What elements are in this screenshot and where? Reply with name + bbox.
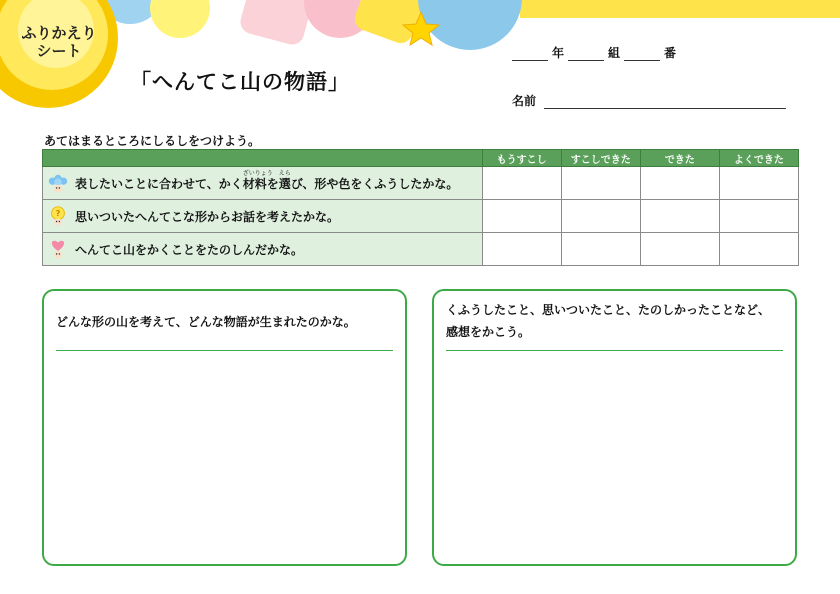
year-label: 年 xyxy=(552,46,565,60)
class-info-row xyxy=(512,44,680,61)
question-cell xyxy=(43,200,483,233)
question-text: 表したいことに合わせて、かく ざいりょう 材料を えら 選び、形や色をくふうしたかな。 xyxy=(75,169,459,191)
year-blank[interactable] xyxy=(512,48,548,61)
number-blank[interactable] xyxy=(624,48,660,61)
check-cell[interactable] xyxy=(719,233,798,266)
question-cell xyxy=(43,167,483,200)
story-prompt: どんな形の山を考えて、どんな物語が生まれたのかな。 xyxy=(56,315,356,329)
story-writing-box[interactable] xyxy=(42,289,407,566)
table-header-blank xyxy=(43,150,483,167)
blue-flower-character-icon xyxy=(47,172,69,194)
check-cell[interactable] xyxy=(640,233,719,266)
number-label: 番 xyxy=(664,46,677,60)
instruction-text: あてはまるところにしるしをつけよう。 xyxy=(44,134,261,148)
yellow-lightbulb-character-icon xyxy=(47,205,69,227)
check-cell[interactable] xyxy=(561,200,640,233)
yellow-bubble-shape xyxy=(150,0,210,38)
group-blank[interactable] xyxy=(568,48,604,61)
self-evaluation-table xyxy=(42,149,799,266)
table-header-row xyxy=(43,150,799,167)
question-text: 思いついたへんてこな形からお話を考えたかな。 xyxy=(75,209,340,224)
check-cell[interactable] xyxy=(561,233,640,266)
name-row xyxy=(512,92,786,109)
check-cell[interactable] xyxy=(719,167,798,200)
svg-text:?: ? xyxy=(55,208,61,218)
check-cell[interactable] xyxy=(640,167,719,200)
prompt-underline xyxy=(446,350,783,351)
check-cell[interactable] xyxy=(482,200,561,233)
column-header: すこしできた xyxy=(561,150,640,167)
column-header: もうすこし xyxy=(482,150,561,167)
sheet-badge xyxy=(14,24,104,60)
impression-writing-box[interactable] xyxy=(432,289,797,566)
ruby-word: えら 選 xyxy=(278,169,291,191)
page-title: 「へんてこ山の物語」 xyxy=(130,70,350,94)
name-blank[interactable] xyxy=(544,96,786,109)
prompt-underline xyxy=(56,350,393,351)
badge-line-2: シート xyxy=(36,42,82,60)
check-cell[interactable] xyxy=(561,167,640,200)
table-row xyxy=(43,233,799,266)
check-cell[interactable] xyxy=(482,167,561,200)
ruby-word: ざいりょう 材料 xyxy=(242,169,273,191)
name-label: 名前 xyxy=(512,94,537,108)
group-label: 組 xyxy=(608,46,621,60)
column-header: できた xyxy=(640,150,719,167)
top-yellow-band xyxy=(520,0,840,18)
question-text: へんてこ山をかくことをたのしんだかな。 xyxy=(75,242,304,257)
column-header: よくできた xyxy=(719,150,798,167)
check-cell[interactable] xyxy=(719,200,798,233)
table-row xyxy=(43,167,799,200)
impression-prompt: くふうしたこと、思いついたこと、たのしかったことなど、 感想をかこう。 xyxy=(446,303,771,339)
pink-heart-character-icon xyxy=(47,238,69,260)
table-row xyxy=(43,200,799,233)
question-cell xyxy=(43,233,483,266)
check-cell[interactable] xyxy=(482,233,561,266)
badge-line-1: ふりかえり xyxy=(21,24,97,42)
check-cell[interactable] xyxy=(640,200,719,233)
